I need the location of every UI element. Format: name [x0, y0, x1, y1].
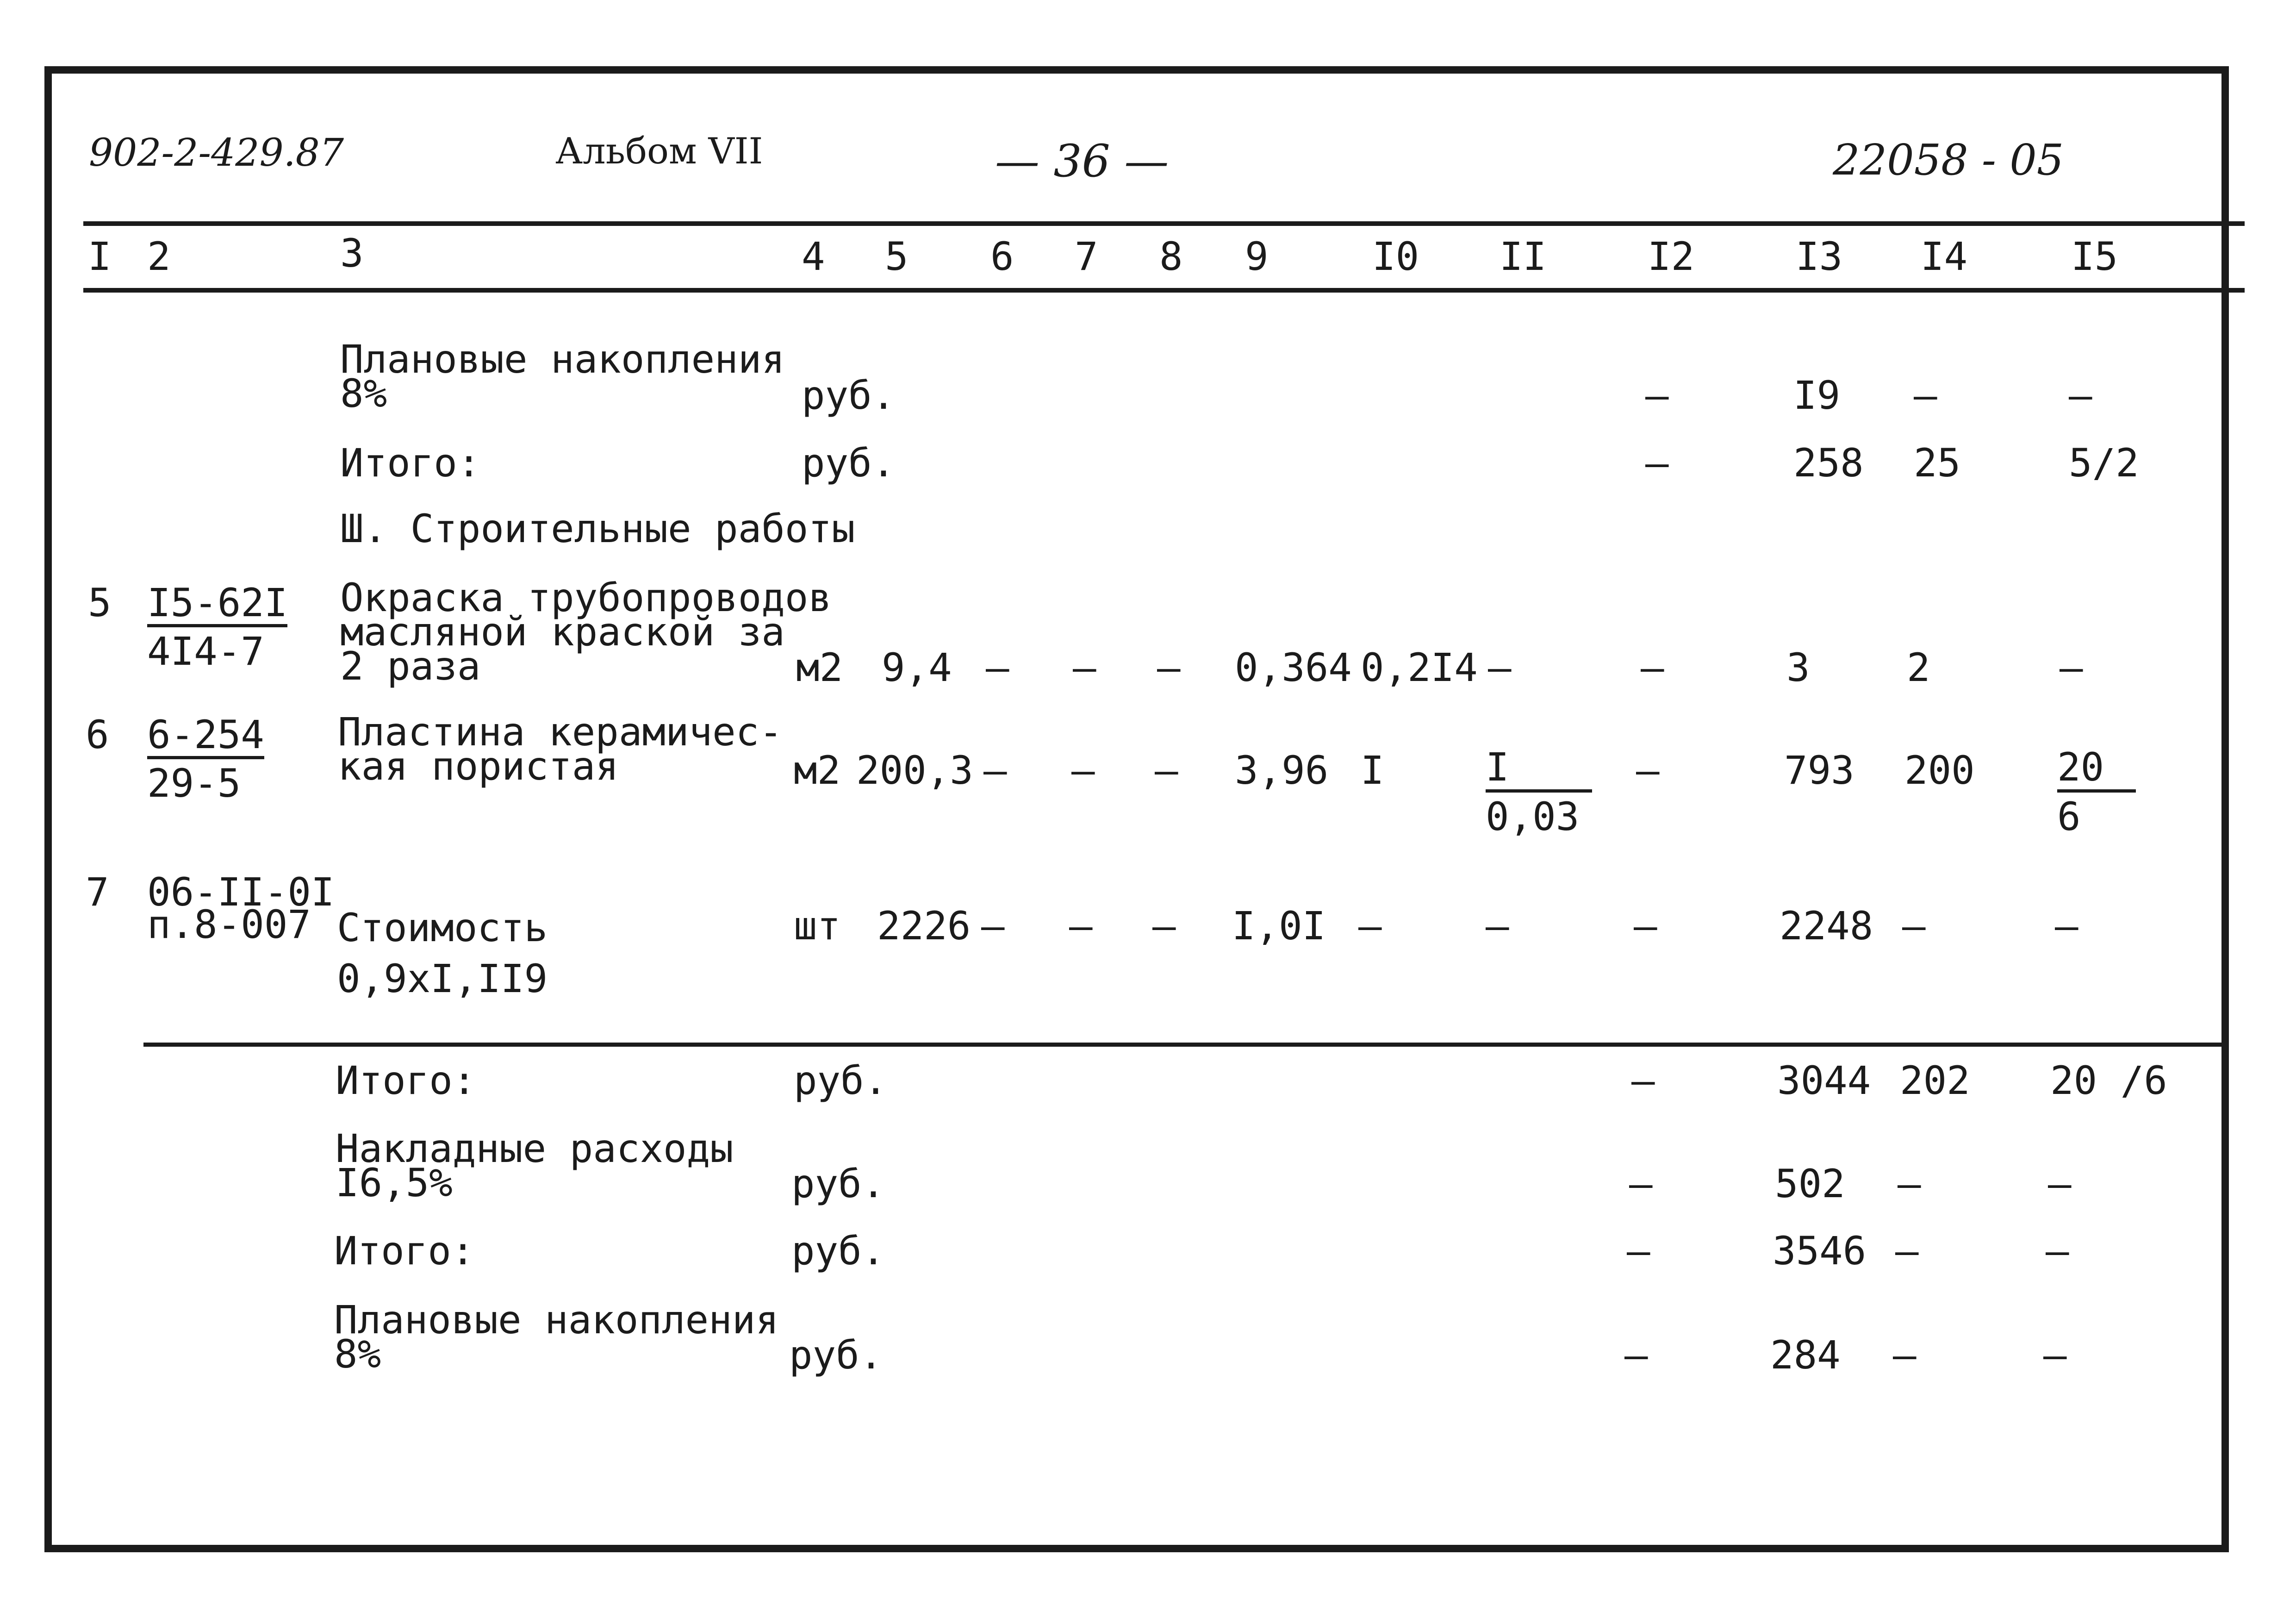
row7-c15: –: [2048, 1161, 2072, 1206]
row3-code-bottom: 4I4-7: [147, 629, 264, 674]
row3-code-top: I5-62I: [147, 583, 287, 627]
row9-c12: –: [1624, 1332, 1648, 1378]
row8-c13: 3546: [1773, 1228, 1867, 1274]
col-header-9: 9: [1245, 234, 1269, 279]
row9-unit: руб.: [789, 1332, 883, 1378]
row6-c14: 202: [1900, 1058, 1970, 1103]
row4-c11-top: I: [1486, 748, 1592, 793]
totals-rule: [143, 1043, 2221, 1047]
row4-c10: I: [1361, 748, 1384, 793]
row5-unit: шт: [794, 903, 841, 949]
row6-name: Итого:: [336, 1058, 476, 1103]
row5-c7: –: [1069, 903, 1093, 949]
row1-c15: –: [2069, 373, 2092, 418]
row3-name: Окраска трубопроводов масляной краской за 2 раза: [340, 575, 832, 689]
col-header-8: 8: [1159, 234, 1183, 279]
row5-c14: –: [1902, 903, 1926, 949]
row4-c8: –: [1155, 748, 1178, 793]
row8-unit: руб.: [791, 1228, 885, 1274]
row3-c8: –: [1157, 645, 1181, 690]
row4-unit: м2: [794, 748, 841, 793]
row3-c15: –: [2060, 645, 2083, 690]
row3-c11: –: [1488, 645, 1512, 690]
col-header-1: I: [88, 234, 112, 279]
col-header-11: II: [1500, 234, 1547, 279]
col-header-2: 2: [147, 234, 171, 279]
row2-name: Итого:: [340, 440, 481, 486]
row5-name-sub: 0,9хI,II9: [337, 956, 548, 1001]
row1-name: Плановые накопления 8%: [340, 337, 785, 416]
row5-code-bottom: п.8-007: [147, 902, 311, 947]
row6-c12: –: [1631, 1058, 1655, 1103]
col-header-15: I5: [2071, 234, 2118, 279]
row5-num: 7: [86, 869, 109, 915]
row6-c15: 20 /6: [2050, 1058, 2167, 1103]
row1-c13: I9: [1793, 373, 1841, 418]
col-header-6: 6: [990, 234, 1014, 279]
row7-name: Накладные расходы I6,5%: [336, 1126, 734, 1206]
row4-c13: 793: [1784, 748, 1854, 793]
col-header-13: I3: [1796, 234, 1843, 279]
row4-c5: 200,3: [856, 748, 973, 793]
row2-c15: 5/2: [2069, 440, 2139, 486]
row5-c8: –: [1152, 903, 1176, 949]
row4-code-top: 6-254: [147, 715, 264, 759]
row4-name: Пластина керамичес- кая пористая: [338, 709, 783, 789]
row4-c6: –: [983, 748, 1007, 793]
row5-c5: 2226: [877, 903, 971, 949]
row2-unit: руб.: [802, 440, 896, 486]
row6-c13: 3044: [1777, 1058, 1871, 1103]
row4-c11-bottom: 0,03: [1486, 794, 1580, 839]
row5-c10: –: [1358, 903, 1382, 949]
reference-number: 22058 - 05: [1833, 135, 2064, 185]
row5-c11: –: [1486, 903, 1509, 949]
col-header-14: I4: [1921, 234, 1968, 279]
row8-c14: –: [1895, 1228, 1919, 1274]
row7-c14: –: [1898, 1161, 1921, 1206]
row5-c6: –: [981, 903, 1005, 949]
row3-c10: 0,2I4: [1361, 645, 1478, 690]
row4-c14: 200: [1904, 748, 1975, 793]
header-top-rule: [83, 221, 2245, 226]
row5-c9: I,0I: [1232, 903, 1326, 949]
row5-code-top: 06-II-0I: [147, 869, 335, 915]
header-bottom-rule: [83, 288, 2245, 293]
row4-c15-top: 20: [2057, 748, 2136, 793]
row1-unit: руб.: [802, 373, 896, 418]
row7-unit: руб.: [791, 1161, 885, 1206]
row2-c12: –: [1645, 440, 1669, 486]
row3-c14: 2: [1907, 645, 1930, 690]
row9-c13: 284: [1770, 1332, 1841, 1378]
col-header-3: 3: [340, 231, 364, 276]
page-number: — 36 —: [995, 135, 1169, 187]
row1-c14: –: [1914, 373, 1937, 418]
row5-c15: –: [2055, 903, 2078, 949]
col-header-4: 4: [802, 234, 825, 279]
row8-c12: –: [1627, 1228, 1650, 1274]
row4-c11-fraction: [1486, 744, 1592, 839]
row3-c5: 9,4: [882, 645, 952, 690]
row7-c13: 502: [1775, 1161, 1845, 1206]
row6-unit: руб.: [794, 1058, 888, 1103]
row4-c15-fraction: [2057, 744, 2136, 839]
row8-name: Итого:: [334, 1228, 475, 1274]
row3-num: 5: [88, 580, 112, 625]
row2-c14: 25: [1914, 440, 1961, 486]
album-label: Альбом VII: [555, 131, 763, 172]
row9-c15: –: [2043, 1332, 2067, 1378]
row3-c6: –: [986, 645, 1009, 690]
row3-c12: –: [1641, 645, 1664, 690]
section-heading: Ш. Строительные работы: [340, 506, 855, 551]
col-header-10: I0: [1372, 234, 1419, 279]
row5-c13: 2248: [1780, 903, 1873, 949]
row1-c12: –: [1645, 373, 1669, 418]
row2-c13: 258: [1793, 440, 1864, 486]
col-header-7: 7: [1075, 234, 1098, 279]
row3-unit: м2: [796, 645, 843, 690]
row9-name: Плановые накопления 8%: [334, 1297, 779, 1377]
row4-c7: –: [1071, 748, 1095, 793]
row9-c14: –: [1893, 1332, 1916, 1378]
col-header-5: 5: [885, 234, 908, 279]
row5-name: Стоимость: [337, 905, 548, 950]
row3-c13: 3: [1786, 645, 1810, 690]
row4-c9: 3,96: [1235, 748, 1329, 793]
row4-code-bottom: 29-5: [147, 761, 241, 806]
row3-c9: 0,364: [1235, 645, 1352, 690]
col-header-12: I2: [1648, 234, 1695, 279]
row3-c7: –: [1073, 645, 1096, 690]
row4-c15-bottom: 6: [2057, 794, 2081, 839]
row4-num: 6: [86, 712, 109, 757]
row7-c12: –: [1629, 1161, 1653, 1206]
row5-c12: –: [1634, 903, 1657, 949]
row4-c12: –: [1636, 748, 1660, 793]
row8-c15: –: [2046, 1228, 2069, 1274]
doc-code: 902-2-429.87: [89, 131, 344, 175]
